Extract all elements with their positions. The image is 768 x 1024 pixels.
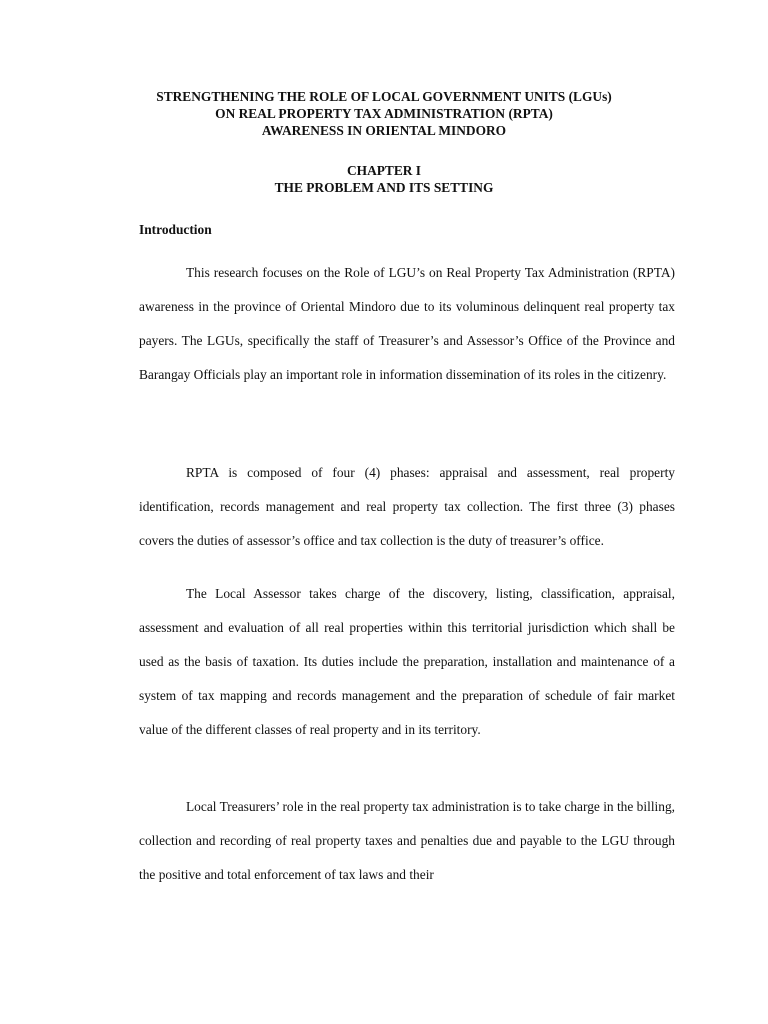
title-line-1: STRENGTHENING THE ROLE OF LOCAL GOVERNMENT UNITS (LGUs) bbox=[156, 89, 612, 104]
paragraph-3: The Local Assessor takes charge of the discovery, listing, classification, appraisal, assessment and evaluation of all real properties within this territorial jurisdiction which shall be used as the basis of taxation. Its duties include the preparation, installation and maintenance of a system of tax mapping and records management and the preparation of schedule of fair market value of the different classes of real property and in its territory. bbox=[139, 586, 675, 737]
paragraph-2: RPTA is composed of four (4) phases: appraisal and assessment, real property identification, records management and real property tax collection. The first three (3) phases covers the duties of assessor’s office and tax collection is the duty of treasurer’s office. bbox=[139, 465, 675, 548]
chapter-title: THE PROBLEM AND ITS SETTING bbox=[274, 180, 494, 195]
document-title bbox=[100, 88, 668, 139]
paragraph-1: This research focuses on the Role of LGU’s on Real Property Tax Administration (RPTA) awareness in the province of Oriental Mindoro due to its voluminous delinquent real property tax payers. The LGUs, specifically the staff of Treasurer’s and Assessor’s Office of the Province and Barangay Officials play an important role in information dissemination of its roles in the citizenry. bbox=[139, 265, 675, 382]
section-heading-introduction: Introduction bbox=[139, 222, 212, 237]
chapter-label: CHAPTER I bbox=[346, 163, 422, 178]
title-line-2: ON REAL PROPERTY TAX ADMINISTRATION (RPTA) bbox=[215, 106, 553, 121]
paragraph-4: Local Treasurers’ role in the real property tax administration is to take charge in the billing, collection and recording of real property taxes and penalties due and payable to the LGU through the positive and total enforcement of tax laws and their bbox=[139, 799, 675, 882]
title-line-3: AWARENESS IN ORIENTAL MINDORO bbox=[261, 123, 507, 138]
chapter-heading bbox=[100, 162, 668, 196]
